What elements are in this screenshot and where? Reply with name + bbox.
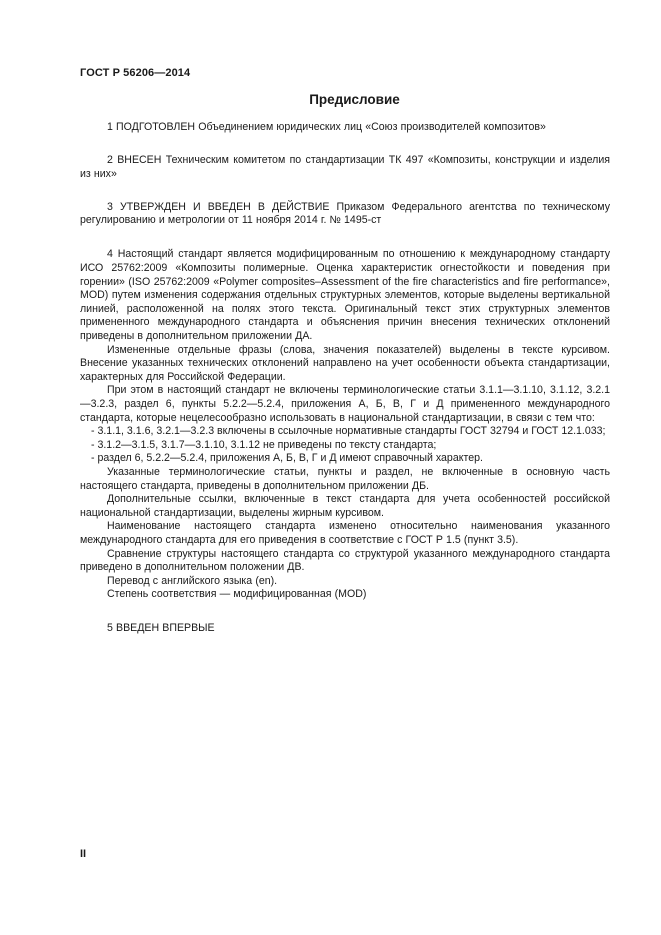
paragraph-extra-references: Дополнительные ссылки, включенные в текст стандарта для учета особенностей российской национальной стандартизации, выделены жирным курсивом. bbox=[80, 493, 610, 519]
paragraph-first-introduced: 5 ВВЕДЕН ВПЕРВЫЕ bbox=[107, 622, 215, 635]
paragraph-prepared: 1 ПОДГОТОВЛЕН Объединением юридических лиц «Союз производителей композитов» bbox=[107, 121, 546, 133]
paragraph-introduced: 2 ВНЕСЕН Техническим комитетом по стандартизации ТК 497 «Композиты, конструкции и изделия из них» bbox=[80, 154, 610, 180]
standard-code-header: ГОСТ Р 56206—2014 bbox=[80, 67, 191, 79]
paragraph-approved: 3 УТВЕРЖДЕН И ВВЕДЕН В ДЕЙСТВИЕ Приказом Федерального агентства по техническому регулированию и метрологии от 11 ноября 2014 г. № 1495-ст bbox=[80, 200, 610, 227]
paragraph-conformity: Степень соответствия — модифицированная (MOD) bbox=[107, 588, 367, 601]
list-item: - раздел 6, 5.2.2—5.2.4, приложения А, Б, В, Г и Д имеют справочный характер. bbox=[91, 452, 483, 465]
paragraph-italic-note: Измененные отдельные фразы (слова, значения показателей) выделены в тексте курсивом. Внесение указанных технических отклонений направлено на учет особенности объекта стандартизации, характерных для Российской Федерации. bbox=[80, 343, 610, 383]
paragraph-modified: 4 Настоящий стандарт является модифицированным по отношению к международному стандарту ИСО 25762:2009 «Композиты полимерные. Оценка характеристик огнестойкости и поведения при горении» (ISO 25762:2009 «Polymer composites–Assessment of the fire characteristics and fire performance», MOD) путем изменения содержания отдельных структурных элементов, которые выделены вертикальной линией, расположенной на полях этого текста. Оригинальный текст этих структурных элементов примененного международного стандарта и объяснения причин внесения технических отклонений приведены в дополнительном приложении ДА. bbox=[80, 248, 610, 343]
paragraph-structure-comparison: Сравнение структуры настоящего стандарта со структурой указанного международного стандарта приведено в дополнительном положении ДВ. bbox=[80, 547, 610, 574]
page-title-text: Предисловие bbox=[309, 92, 400, 107]
page-number: II bbox=[80, 848, 87, 860]
paragraph-translation: Перевод с английского языка (en). bbox=[107, 574, 278, 587]
paragraph-appendix-db: Указанные терминологические статьи, пункты и раздел, не включенные в основную часть настоящего стандарта, приведены в дополнительном приложении ДБ. bbox=[80, 465, 610, 492]
paragraph-name-change: Наименование настоящего стандарта изменено относительно наименования указанного международного стандарта для его приведения в соответствие с ГОСТ Р 1.5 (пункт 3.5). bbox=[80, 520, 610, 546]
page-title bbox=[0, 92, 661, 107]
list-item: - 3.1.1, 3.1.6, 3.2.1—3.2.3 включены в ссылочные нормативные стандарты ГОСТ 32794 и ГОСТ 12.1.033; bbox=[91, 425, 606, 438]
list-item: - 3.1.2—3.1.5, 3.1.7—3.1.10, 3.1.12 не приведены по тексту стандарта; bbox=[91, 438, 437, 451]
paragraph-excluded: При этом в настоящий стандарт не включены терминологические статьи 3.1.1—3.1.10, 3.1.12, 3.2.1—3.2.3, раздел 6, пункты 5.2.2—5.2.4, приложения А, Б, В, Г и Д примененного международного стандарта, которые нецелесообразно использовать в национальной стандартизации, в связи с тем что: bbox=[80, 384, 610, 424]
foreword-body bbox=[80, 121, 610, 636]
